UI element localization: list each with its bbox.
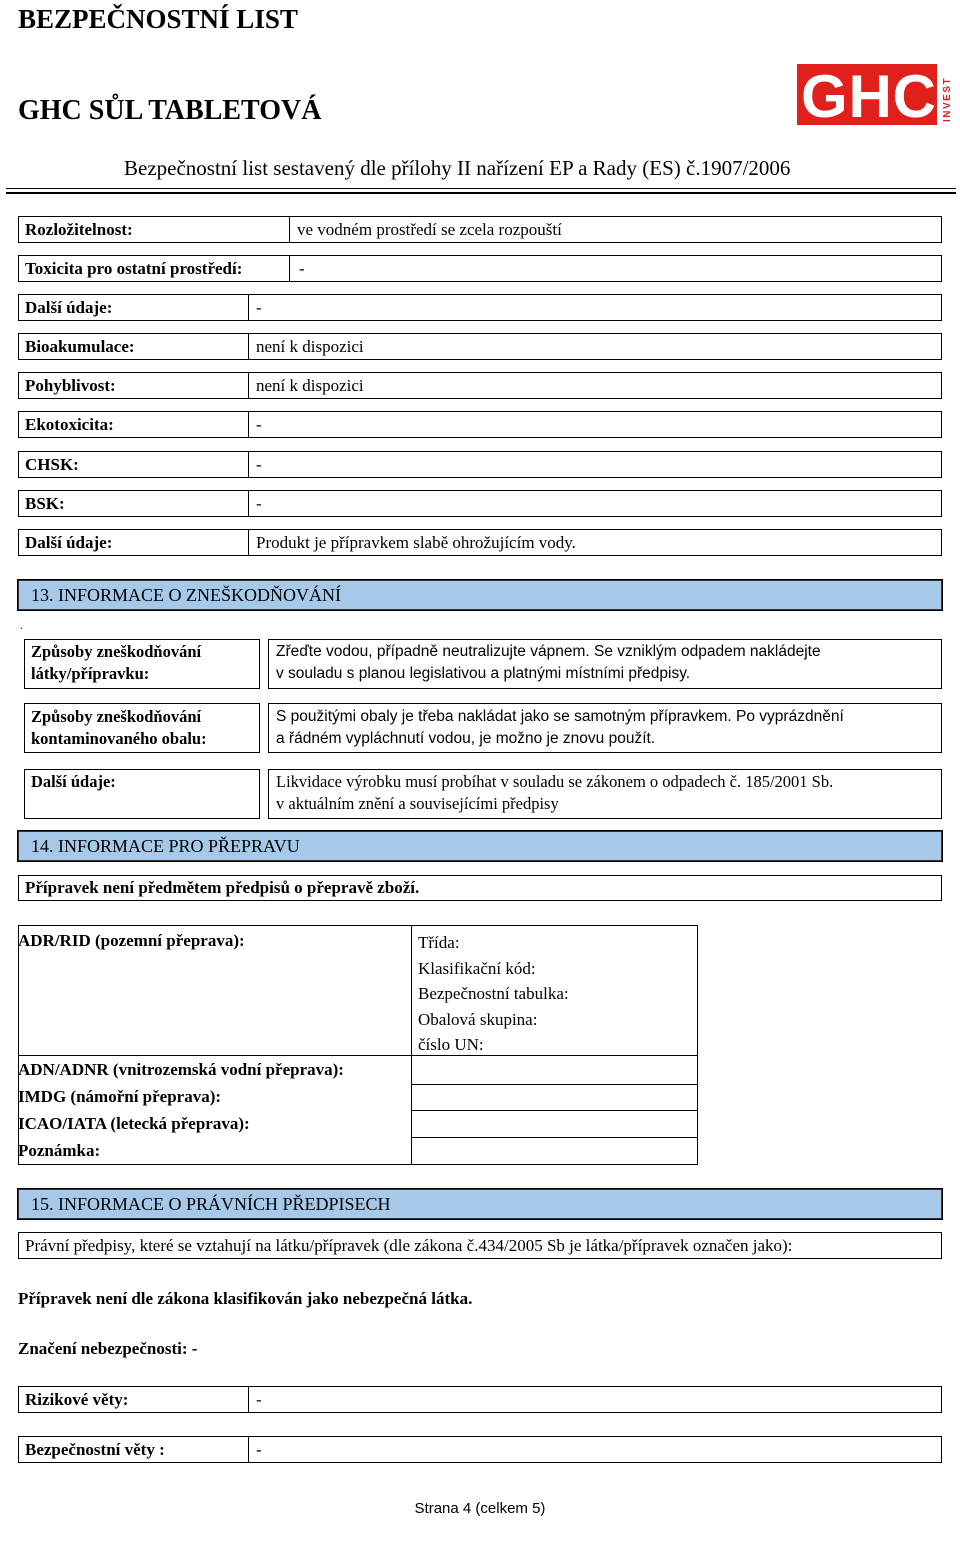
transport-right-cell-2 [411, 1055, 698, 1085]
section-heading-text: 14. INFORMACE PRO PŘEPRAVU [31, 836, 300, 856]
info-row-mobility [18, 372, 942, 399]
row-label: Pohyblivost: [25, 375, 116, 395]
other-text: Likvidace výrobku musí probíhat v souladu se zákonem o odpadech č. 185/2001 Sb. v aktuálním znění a souvisejícími předpisy [276, 772, 834, 813]
safety-phrases-row [18, 1436, 942, 1463]
ghc-invest-logo [797, 64, 955, 125]
row-label: Ekotoxicita: [25, 414, 114, 434]
field-packing-group: Obalová skupina: [418, 1009, 538, 1029]
row-value: ve vodném prostředí se zcela rozpouští [297, 219, 562, 239]
field-un-number: číslo UN: [418, 1035, 484, 1054]
safety-phrases-label: Bezpečnostní věty : [25, 1439, 165, 1459]
info-row-other-2 [18, 529, 942, 556]
transport-imdg: IMDG (námořní přeprava): [18, 1087, 222, 1106]
disposal-table [18, 625, 942, 819]
info-row-ecotoxicity [18, 411, 942, 438]
transport-fields [418, 930, 569, 1058]
transport-left-divider [18, 1055, 412, 1056]
section-heading-text: 13. INFORMACE O ZNEŠKODŇOVÁNÍ [31, 585, 341, 605]
safety-phrases-value: - [256, 1439, 262, 1459]
other-label: Další údaje: [31, 772, 116, 791]
field-classification-code: Klasifikační kód: [418, 958, 536, 978]
info-row-toxicity [18, 255, 942, 282]
transport-note-text: Přípravek není předmětem předpisů o přepravě zboží. [25, 878, 420, 897]
row-label: Toxicita pro ostatní prostředí: [25, 258, 243, 278]
field-class: Třída: [418, 933, 460, 952]
transport-adr-rid: ADR/RID (pozemní přeprava): [18, 931, 245, 950]
disposal-label: Způsoby zneškodňování látky/přípravku: [31, 642, 202, 683]
info-row-bioaccumulation [18, 333, 942, 360]
stray-dot: . [20, 618, 23, 632]
row-value: - [256, 493, 262, 513]
transport-note-label: Poznámka: [18, 1141, 101, 1160]
logo-invest-text: INVEST [942, 76, 953, 122]
packaging-label: Způsoby zneškodňování kontaminovaného obalu: [31, 707, 207, 748]
section-13-heading [18, 580, 942, 610]
info-row-bsk [18, 490, 942, 517]
row-value: - [256, 454, 262, 474]
regulation-subtitle: Bezpečnostní list sestavený dle přílohy II nařízení EP a Rady (ES) č.1907/2006 [124, 156, 791, 180]
row-value: není k dispozici [256, 336, 364, 356]
row-label: Rozložitelnost: [25, 219, 133, 239]
transport-right-cell-4 [411, 1110, 698, 1138]
field-safety-table: Bezpečnostní tabulka: [418, 984, 569, 1003]
risk-phrases-value: - [256, 1389, 262, 1409]
transport-adn-adnr: ADN/ADNR (vnitrozemská vodní přeprava): [18, 1060, 344, 1079]
info-row-chsk [18, 451, 942, 478]
logo-letters: GHC [801, 64, 933, 125]
info-row-degradability [18, 216, 942, 243]
transport-note [18, 875, 942, 901]
transport-right-cell-5 [411, 1137, 698, 1165]
packaging-text: S použitými obaly je třeba nakládat jako se samotným přípravkem. Po vyprázdnění a řádném vypláchnutí vodou, je možno je znovu použít. [276, 708, 844, 747]
row-label: BSK: [25, 493, 65, 513]
row-label: Další údaje: [25, 297, 113, 317]
row-value: - [256, 414, 262, 434]
row-label: Bioakumulace: [25, 336, 135, 356]
transport-icao-iata: ICAO/IATA (letecká přeprava): [18, 1114, 250, 1133]
row-label: CHSK: [25, 454, 79, 474]
page-number: Strana 4 (celkem 5) [414, 1500, 546, 1517]
section-14-heading [18, 831, 942, 861]
hazard-marking: Značení nebezpečnosti: - [18, 1339, 198, 1358]
document-title: BEZPEČNOSTNÍ LIST [18, 4, 298, 34]
row-value: Produkt je přípravkem slabě ohrožujícím vody. [256, 532, 576, 552]
section-15-heading [18, 1189, 942, 1219]
row-value: - [256, 297, 262, 317]
risk-phrases-label: Rizikové věty: [25, 1389, 129, 1409]
row-label: Další údaje: [25, 532, 113, 552]
risk-phrases-row [18, 1386, 942, 1413]
transport-right-cell-3 [411, 1084, 698, 1111]
not-classified-statement: Přípravek není dle zákona klasifikován jako nebezpečná látka. [18, 1289, 473, 1308]
header-divider [6, 188, 956, 194]
row-value: není k dispozici [256, 375, 364, 395]
section-heading-text: 15. INFORMACE O PRÁVNÍCH PŘEDPISECH [31, 1194, 391, 1214]
row-value: - [299, 258, 305, 278]
legal-regulations-text: Právní předpisy, které se vztahují na látku/přípravek (dle zákona č.434/2005 Sb je látka/přípravek označen jako): [25, 1235, 793, 1255]
product-name: GHC SŮL TABLETOVÁ [18, 95, 322, 126]
disposal-text: Zřeďte vodou, případně neutralizujte vápnem. Se vzniklým odpadem nakládejte v souladu s planou legislativou a platnými místními předpisy. [276, 643, 821, 682]
legal-regulations-row [18, 1232, 942, 1259]
info-row-other [18, 294, 942, 321]
